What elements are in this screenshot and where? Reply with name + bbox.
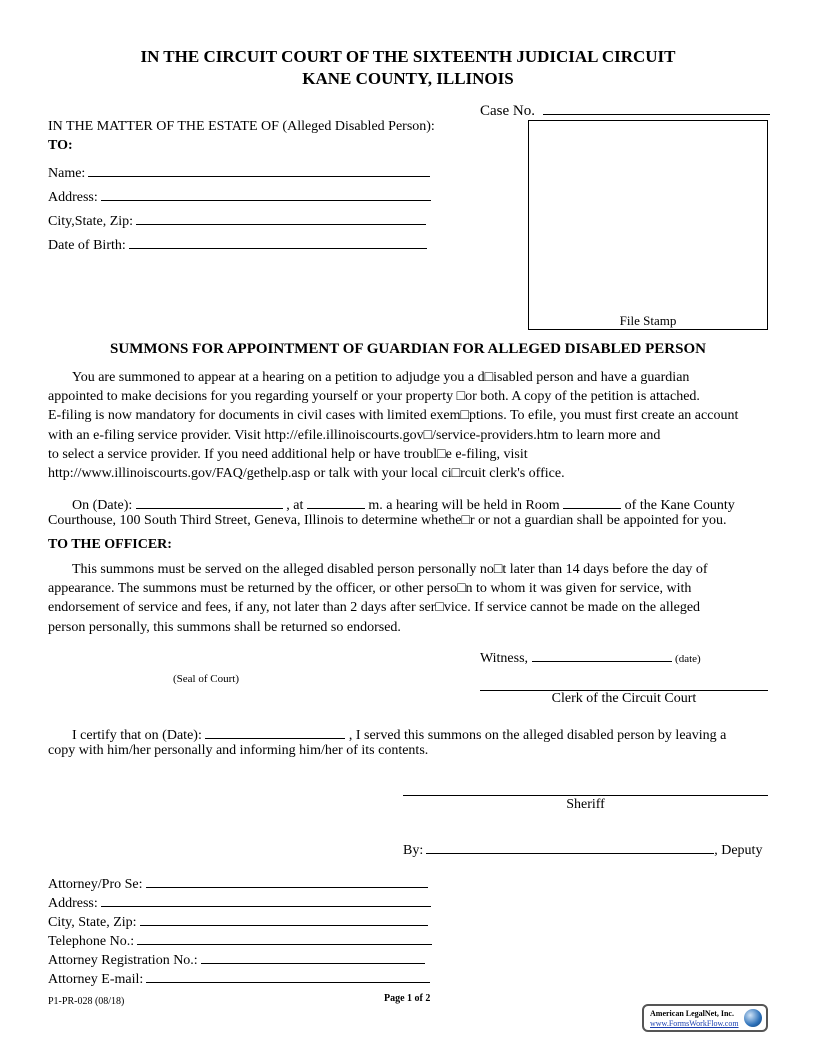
sheriff-label: Sheriff [566,797,605,812]
attorney-name-row [48,873,428,893]
certify-label: I certify that on (Date): [72,728,202,743]
by-label: By: [403,843,424,858]
certify-text: , I served this summons on the alleged disabled person by leaving a [348,728,727,743]
officer-line: This summons must be served on the alleged disabled person personally no□t later than 14 days before the day of [72,562,708,577]
hearing-line-2: Courthouse, 100 South Third Street, Geneva, Illinois to determine whethe□r or not a guardian shall be appointed for you. [48,513,727,528]
hearing-room-field[interactable] [563,494,621,509]
court-title: IN THE CIRCUIT COURT OF THE SIXTEENTH JUDICIAL CIRCUIT [140,47,676,66]
hearing-row [72,494,735,514]
page-number: Page 1 of 2 [384,993,431,1004]
recipient-name-label: Name: [48,166,86,181]
attorney-address-field[interactable] [101,892,431,907]
summons-line: You are summoned to appear at a hearing on a petition to adjudge you a d□isabled person and have a guardian [72,370,690,385]
summons-paragraph [48,368,772,483]
clerk-label: Clerk of the Circuit Court [551,691,697,706]
recipient-name-field[interactable] [88,162,430,177]
officer-line: appearance. The summons must be returned by the officer, or other perso□n to whom it was given for service, with [48,581,692,597]
attorney-name-field[interactable] [146,873,428,888]
attorney-phone-row [48,930,432,950]
hearing-room-label: m. a hearing will be held in Room [368,498,560,513]
officer-line: endorsement of service and fees, if any, not later than 2 days after ser□vice. If service cannot be made on the alleged [48,600,701,616]
certify-line-2: copy with him/her personally and informing him/her of its contents. [48,743,429,758]
attorney-city-label: City, State, Zip: [48,915,137,930]
case-number-row [480,100,770,120]
attorney-registration-label: Attorney Registration No.: [48,953,198,968]
estate-label: IN THE MATTER OF THE ESTATE OF (Alleged Disabled Person): [48,119,435,134]
witness-label: Witness, [480,651,529,666]
attorney-email-row [48,968,430,988]
form-title: SUMMONS FOR APPOINTMENT OF GUARDIAN FOR ALLEGED DISABLED PERSON [110,341,706,357]
hearing-date-field[interactable] [136,494,283,509]
recipient-dob-field[interactable] [129,234,427,249]
certify-date-field[interactable] [205,724,345,739]
recipient-address-label: Address: [48,190,98,205]
recipient-city-label: City,State, Zip: [48,214,134,229]
file-stamp-box [528,120,768,330]
to-label: TO: [48,138,73,153]
recipient-city-field[interactable] [136,210,426,225]
recipient-dob-row [48,234,427,254]
witness-date-hint: (date) [675,653,701,665]
file-stamp-label: File Stamp [619,313,677,328]
logo-company: American LegalNet, Inc. [650,1009,734,1018]
recipient-name-row [48,162,430,182]
attorney-name-label: Attorney/Pro Se: [48,877,143,892]
attorney-email-field[interactable] [146,968,430,983]
american-legalnet-logo[interactable] [642,1004,768,1032]
hearing-time-field[interactable] [307,494,365,509]
deputy-label: , Deputy [714,843,763,858]
certify-row [72,724,726,744]
attorney-address-label: Address: [48,896,98,911]
hearing-at-label: , at [286,498,304,513]
attorney-registration-field[interactable] [201,949,425,964]
recipient-address-row [48,186,431,206]
attorney-address-row [48,892,431,912]
witness-date-field[interactable] [532,647,672,662]
recipient-city-row [48,210,426,230]
witness-row [480,647,701,667]
summons-line: E-filing is now mandatory for documents in civil cases with limited exem□ptions. To efile, you must first create an account [48,408,739,424]
summons-line: to select a service provider. If you need additional help or have troubl□e e-filing, visit [48,446,528,462]
attorney-email-label: Attorney E-mail: [48,972,144,987]
county-title: KANE COUNTY, ILLINOIS [302,69,514,88]
hearing-date-label: On (Date): [72,498,133,513]
seal-of-court: (Seal of Court) [173,673,239,685]
recipient-address-field[interactable] [101,186,431,201]
attorney-phone-label: Telephone No.: [48,934,135,949]
attorney-phone-field[interactable] [137,930,432,945]
officer-paragraph [48,560,772,637]
attorney-registration-row [48,949,425,969]
case-number-label: Case No. [480,103,535,119]
globe-icon [744,1009,762,1027]
summons-line: with an e-filing service provider. Visit http://efile.illinoiscourts.gov□/service-providers.htm to learn more and [48,427,661,443]
case-number-field[interactable] [543,100,770,115]
recipient-dob-label: Date of Birth: [48,238,126,253]
sheriff-signature-line[interactable] [403,795,768,796]
hearing-county-label: of the Kane County [624,498,735,513]
logo-url[interactable]: www.FormsWorkFlow.com [650,1019,739,1028]
summons-line: appointed to make decisions for you regarding yourself or your property □or both. A copy of the petition is attached. [48,389,700,405]
deputy-signature-field[interactable] [426,839,714,854]
attorney-city-row [48,911,428,931]
to-officer-label: TO THE OFFICER: [48,537,172,552]
attorney-city-field[interactable] [140,911,428,926]
officer-line: person personally, this summons shall be returned so endorsed. [48,619,401,635]
summons-line: http://www.illinoiscourts.gov/FAQ/gethelp.asp or talk with your local ci□rcuit clerk's office. [48,466,565,482]
form-number: P1-PR-028 (08/18) [48,996,125,1007]
deputy-row [403,839,762,859]
